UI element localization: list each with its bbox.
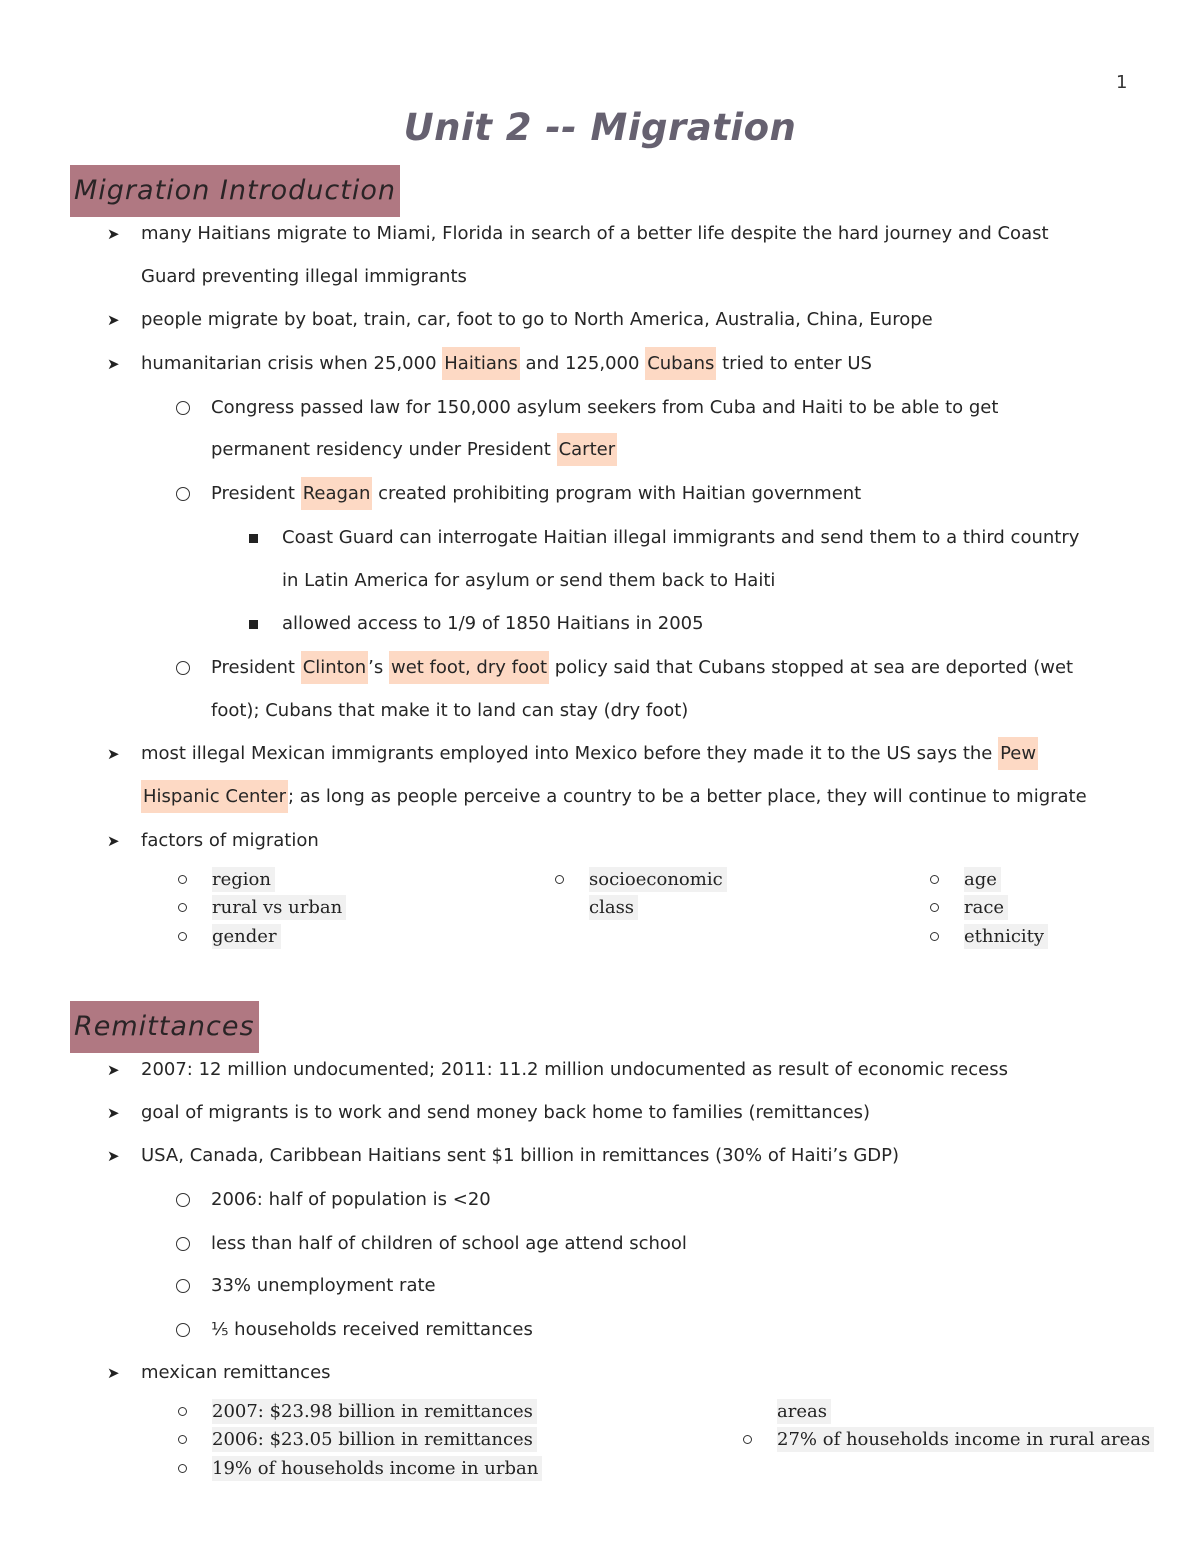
bullet-text: factors of migration <box>141 830 319 851</box>
square-bullet-icon <box>249 534 258 543</box>
circle-bullet-icon <box>178 1435 187 1444</box>
factor-item: gender <box>212 925 281 949</box>
sub-bullet-text-continued: permanent residency under President Carter <box>211 438 617 462</box>
section-heading-remittances: Remittances <box>70 1001 259 1053</box>
arrow-bullet-icon: ➤ <box>107 355 120 373</box>
circle-bullet-icon <box>743 1435 752 1444</box>
highlight: Clinton <box>301 651 368 684</box>
circle-bullet-icon <box>178 903 187 912</box>
sub-bullet-text: President Clinton ’s wet foot, dry foot policy said that Cubans stopped at sea are deported (wet <box>211 656 1073 680</box>
arrow-bullet-icon: ➤ <box>107 745 120 763</box>
circle-bullet-icon <box>178 1464 187 1473</box>
circle-bullet-icon <box>176 1193 190 1207</box>
sub-bullet-text: Congress passed law for 150,000 asylum seekers from Cuba and Haiti to be able to get <box>211 397 999 418</box>
arrow-bullet-icon: ➤ <box>107 1104 120 1122</box>
remittance-item: 2006: $23.05 billion in remittances <box>212 1428 537 1452</box>
highlight: wet foot, dry foot <box>389 651 549 684</box>
factor-item: ethnicity <box>964 925 1048 949</box>
highlight: Carter <box>557 433 618 466</box>
remittance-item: 27% of households income in rural areas <box>777 1428 1154 1452</box>
arrow-bullet-icon: ➤ <box>107 311 120 329</box>
factor-item: region <box>212 868 275 892</box>
circle-bullet-icon <box>176 1279 190 1293</box>
circle-bullet-icon <box>178 875 187 884</box>
remittance-item: 19% of households income in urban <box>212 1457 542 1481</box>
sub-sub-bullet-text: allowed access to 1/9 of 1850 Haitians in 2005 <box>282 613 704 634</box>
bullet-text: many Haitians migrate to Miami, Florida in search of a better life despite the hard journey and Coast <box>141 223 1049 244</box>
square-bullet-icon <box>249 620 258 629</box>
bullet-text: most illegal Mexican immigrants employed into Mexico before they made it to the US says the Pew <box>141 742 1038 766</box>
bullet-text: mexican remittances <box>141 1362 331 1383</box>
factor-item: age <box>964 868 1001 892</box>
arrow-bullet-icon: ➤ <box>107 1061 120 1079</box>
bullet-text: people migrate by boat, train, car, foot to go to North America, Australia, China, Europe <box>141 309 933 330</box>
bullet-text: 2007: 12 million undocumented; 2011: 11.2 million undocumented as result of economic recess <box>141 1059 1008 1080</box>
sub-sub-bullet-text-continued: in Latin America for asylum or send them back to Haiti <box>282 570 776 591</box>
remittance-item-continued: areas <box>777 1400 831 1424</box>
circle-bullet-icon <box>176 1237 190 1251</box>
bullet-text-continued: Hispanic Center ; as long as people perceive a country to be a better place, they will continue to migrate <box>141 785 1087 809</box>
sub-bullet-text: 33% unemployment rate <box>211 1275 436 1296</box>
highlight: Pew <box>998 737 1038 770</box>
highlight: Cubans <box>645 347 716 380</box>
arrow-bullet-icon: ➤ <box>107 832 120 850</box>
factor-item: socioeconomic <box>589 868 727 892</box>
bullet-text: humanitarian crisis when 25,000 Haitians and 125,000 Cubans tried to enter US <box>141 352 872 376</box>
circle-bullet-icon <box>930 875 939 884</box>
circle-bullet-icon <box>555 875 564 884</box>
circle-bullet-icon <box>930 903 939 912</box>
sub-bullet-text: President Reagan created prohibiting program with Haitian government <box>211 482 861 506</box>
circle-bullet-icon <box>176 1323 190 1337</box>
arrow-bullet-icon: ➤ <box>107 225 120 243</box>
sub-sub-bullet-text: Coast Guard can interrogate Haitian illegal immigrants and send them to a third country <box>282 527 1080 548</box>
remittance-item: 2007: $23.98 billion in remittances <box>212 1400 537 1424</box>
circle-bullet-icon <box>178 1407 187 1416</box>
factor-item: race <box>964 896 1008 920</box>
sub-bullet-text-continued: foot); Cubans that make it to land can stay (dry foot) <box>211 700 689 721</box>
circle-bullet-icon <box>178 932 187 941</box>
circle-bullet-icon <box>930 932 939 941</box>
sub-bullet-text: ⅕ households received remittances <box>211 1319 533 1340</box>
arrow-bullet-icon: ➤ <box>107 1364 120 1382</box>
bullet-text: USA, Canada, Caribbean Haitians sent $1 billion in remittances (30% of Haiti’s GDP) <box>141 1145 900 1166</box>
circle-bullet-icon <box>176 661 190 675</box>
section-heading-migration-introduction: Migration Introduction <box>70 165 400 217</box>
circle-bullet-icon <box>176 401 190 415</box>
sub-bullet-text: less than half of children of school age attend school <box>211 1233 687 1254</box>
bullet-text: goal of migrants is to work and send money back home to families (remittances) <box>141 1102 871 1123</box>
page-number: 1 <box>1116 72 1128 93</box>
highlight: Haitians <box>442 347 519 380</box>
factor-item-continued: class <box>589 896 638 920</box>
factor-item: rural vs urban <box>212 896 346 920</box>
bullet-text-continued: Guard preventing illegal immigrants <box>141 266 467 287</box>
highlight: Hispanic Center <box>141 780 288 813</box>
page-title: Unit 2 -- Migration <box>403 106 797 149</box>
sub-bullet-text: 2006: half of population is <20 <box>211 1189 491 1210</box>
arrow-bullet-icon: ➤ <box>107 1147 120 1165</box>
highlight: Reagan <box>301 477 373 510</box>
circle-bullet-icon <box>176 487 190 501</box>
